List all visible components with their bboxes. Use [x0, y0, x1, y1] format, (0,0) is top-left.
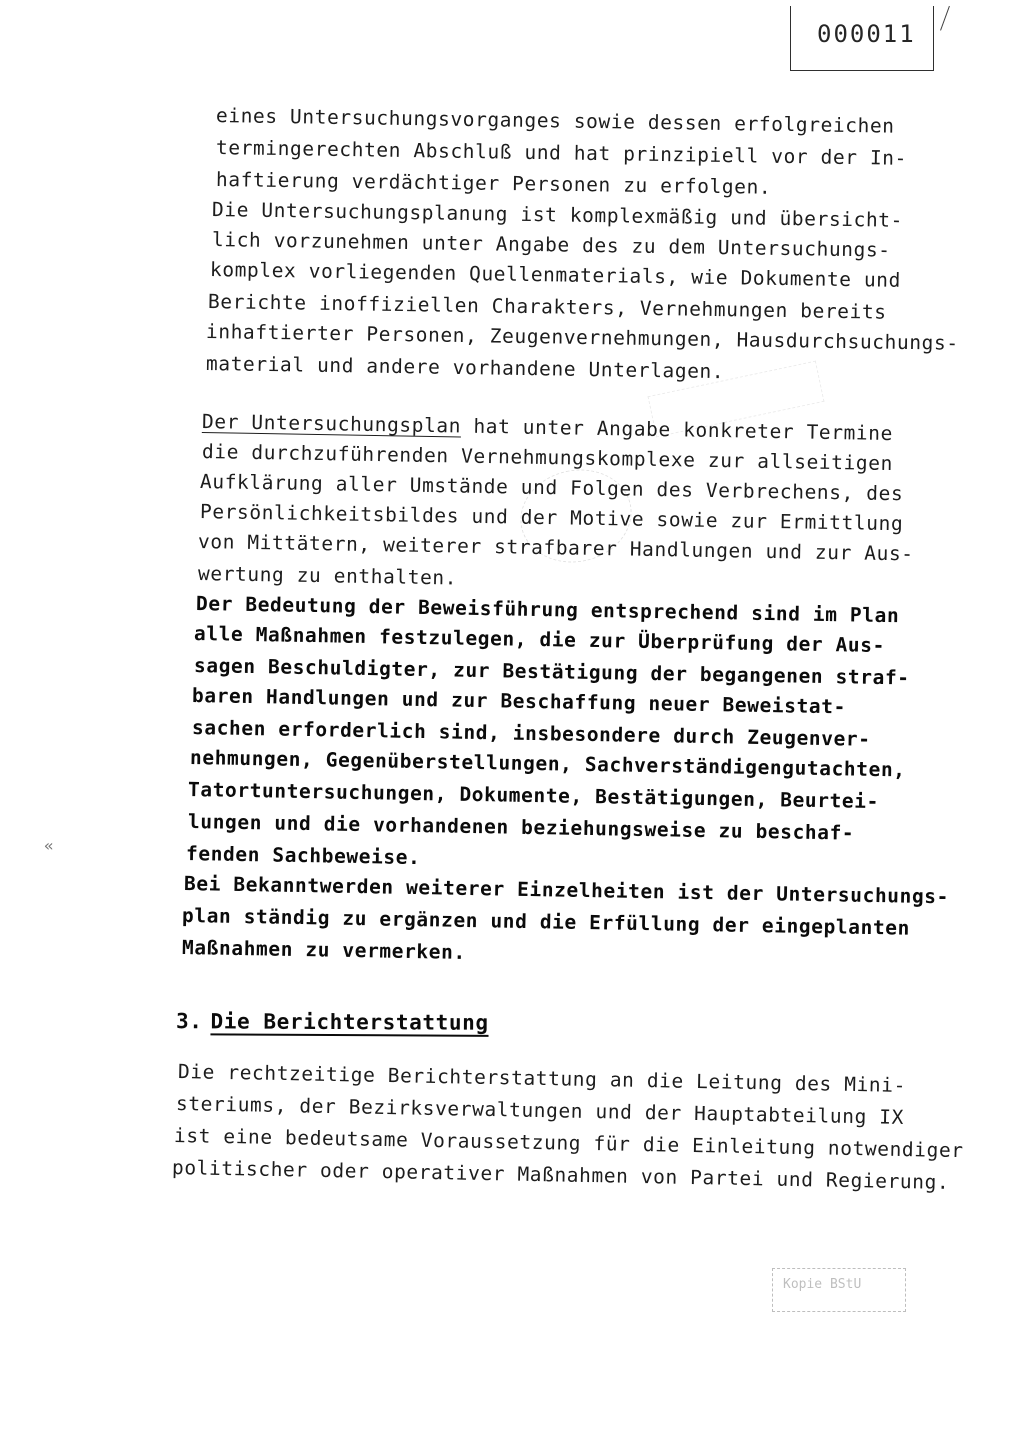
section-number: 3. — [175, 1009, 203, 1034]
body-line: plan ständig zu ergänzen und die Erfüllung der eingeplanten — [181, 904, 911, 940]
margin-smudge: « — [44, 836, 54, 855]
body-line: termingerechten Abschluß und hat prinzipiell vor der In- — [215, 136, 908, 170]
body-line: lungen und die vorhandenen beziehungsweise zu beschaf- — [187, 810, 855, 845]
body-line: Berichte inoffiziellen Charakters, Vernehmungen bereits — [207, 290, 887, 324]
body-line: lich vorzunehmen unter Angabe des zu dem Untersuchungs- — [211, 228, 891, 262]
section-title: Die Berichterstattung — [210, 1009, 489, 1035]
body-line: komplex vorliegenden Quellenmaterials, wie Dokumente und — [209, 258, 902, 292]
body-line: steriums, der Bezirksverwaltungen und der Hauptabteilung IX — [175, 1092, 905, 1129]
page-number: 000011 — [817, 20, 916, 48]
section-heading — [176, 1009, 489, 1035]
body-line: Tatortuntersuchungen, Dokumente, Bestätigungen, Beurtei- — [187, 778, 880, 814]
body-line: Maßnahmen zu vermerken. — [181, 936, 466, 964]
body-line: eines Untersuchungsvorganges sowie dessen erfolgreichen — [215, 104, 895, 138]
body-line: Der Bedeutung der Beweisführung entsprechend sind im Plan — [195, 592, 900, 628]
body-line: Aufklärung aller Umstände und Folgen des Verbrechens, des — [199, 470, 904, 506]
body-line: Bei Bekanntwerden weiterer Einzelheiten ist der Untersuchungs- — [183, 872, 950, 909]
body-line: ist eine bedeutsame Voraussetzung für die Einleitung notwendiger — [173, 1124, 964, 1163]
corner-mark — [940, 6, 965, 36]
archive-stamp: Kopie BStU — [772, 1268, 906, 1312]
body-line: haftierung verdächtiger Personen zu erfolgen. — [215, 168, 772, 199]
body-line: Persönlichkeitsbildes und der Motive sowie zur Ermittlung — [199, 500, 904, 536]
body-line: wertung zu enthalten. — [197, 562, 458, 590]
body-line: baren Handlungen und zur Beschaffung neuer Beweistat- — [191, 684, 847, 719]
body-line: die durchzuführenden Vernehmungskomplexe zur allseitigen — [201, 440, 894, 476]
page-number-stamp — [790, 6, 934, 71]
body-line: alle Maßnahmen festzulegen, die zur Überprüfung der Aus- — [193, 622, 886, 658]
body-line: von Mittätern, weiterer strafbarer Handlungen und zur Aus- — [197, 530, 914, 566]
body-line: inhaftierter Personen, Zeugenvernehmungen, Hausdurchsuchungs- — [205, 320, 959, 355]
body-line: Die Untersuchungsplanung ist komplexmäßig und übersicht- — [211, 198, 904, 232]
body-line-with-lead — [202, 410, 893, 445]
body-line: material und andere vorhandene Unterlagen. — [205, 352, 725, 384]
body-line: Die rechtzeitige Berichterstattung an die Leitung des Mini- — [177, 1060, 907, 1097]
body-line: fenden Sachbeweise. — [185, 842, 421, 870]
body-line: sagen Beschuldigter, zur Bestätigung der begangenen straf- — [193, 654, 910, 690]
body-line: sachen erforderlich sind, insbesondere durch Zeugenver- — [191, 716, 871, 751]
body-line: nehmungen, Gegenüberstellungen, Sachverständigengutachten, — [189, 746, 906, 782]
body-line-rest: hat unter Angabe konkreter Termine — [460, 414, 894, 446]
body-line: politischer oder operativer Maßnahmen von Partei und Regierung. — [171, 1156, 950, 1194]
underlined-lead: Der Untersuchungsplan — [201, 410, 462, 438]
